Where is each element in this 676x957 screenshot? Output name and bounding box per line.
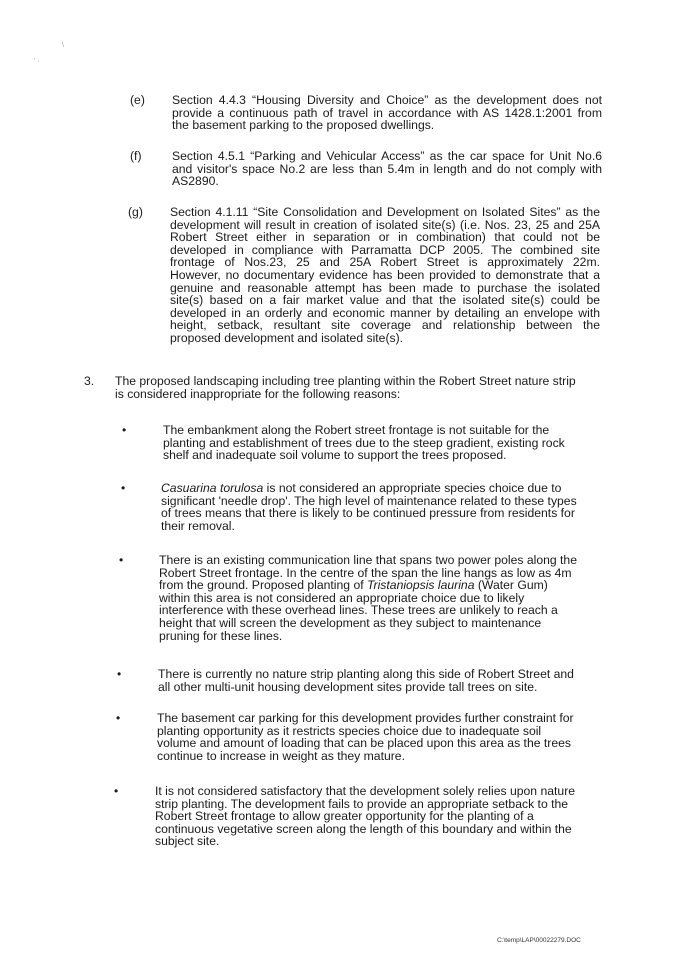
file-path-footer: C:\temp\LAP\00022279.DOC <box>497 937 581 944</box>
bullet-text: The basement car parking for this development provides further constraint for planting opportunity as it restricts species choice due to inadequate soil volume and amount of loading that can be placed upon this area as the trees continue to increase in weight as they mature. <box>157 711 574 763</box>
scan-mark: \ <box>62 42 64 49</box>
point-number: 3. <box>84 374 95 388</box>
item-label: (e) <box>130 93 145 107</box>
item-label: (g) <box>128 205 143 219</box>
item-label: (f) <box>130 149 142 163</box>
bullet-text: There is currently no nature strip planting along this side of Robert Street and all other multi-unit housing development sites provide tall trees on site. <box>158 667 574 694</box>
bullet-symbol: • <box>117 667 122 681</box>
bullet-text: The embankment along the Robert street frontage is not suitable for the planting and establishment of trees due to the steep gradient, existing rock shelf and inadequate soil volume to support the trees proposed. <box>163 423 565 463</box>
bullet-symbol: • <box>114 784 119 798</box>
bullet-symbol: • <box>119 553 124 567</box>
bullet-symbol: • <box>121 481 126 495</box>
point-text: The proposed landscaping including tree planting within the Robert Street nature strip is considered inappropriate for the following reasons: <box>115 374 576 401</box>
bullet-text: Casuarina torulosa is not considered an appropriate species choice due to significant 'needle drop'. The high level of maintenance related to these types of trees means that there is likely to be continued pressure from residents for their removal. <box>161 481 577 533</box>
bullet-symbol: • <box>116 711 121 725</box>
item-text: Section 4.5.1 “Parking and Vehicular Access” as the car space for Unit No.6 and visitor's space No.2 are less than 5.4m in length and do not comply with AS2890. <box>172 149 602 189</box>
item-text: Section 4.4.3 “Housing Diversity and Choice” as the development does not provide a continuous path of travel in accordance with AS 1428.1:2001 from the basement parking to the proposed dwellings. <box>172 93 602 133</box>
scan-mark: ' · <box>34 58 40 65</box>
bullet-text: There is an existing communication line that spans two power poles along the Robert Street frontage. In the centre of the span the line hangs as low as 4m from the ground. Proposed planting of Tristaniopsis laurina (Water Gum) within this area is not considered an appropriate choice due to likely interference with these overhead lines. These trees are unlikely to reach a height that will screen the development as they subject to maintenance pruning for these lines. <box>159 553 577 643</box>
bullet-text: It is not considered satisfactory that the development solely relies upon nature strip planting. The development fails to provide an appropriate setback to the Robert Street frontage to allow greater opportunity for the planting of a continuous vegetative screen along the length of this boundary and within the subject site. <box>155 784 576 849</box>
item-text: Section 4.1.11 “Site Consolidation and Development on Isolated Sites” as the development will result in creation of isolated site(s) (i.e. Nos. 23, 25 and 25A Robert Street either in separation or in combination) that could not be developed in compliance with Parramatta DCP 2005. The combined site frontage of Nos.23, 25 and 25A Robert Street is approximately 22m. However, no documentary evidence has been provided to demonstrate that a genuine and reasonable attempt has been made to purchase the isolated site(s) based on a fair market value and that the isolated site(s) could be developed in an orderly and economic manner by detailing an envelope with height, setback, resultant site coverage and relationship between the proposed development and isolated site(s). <box>170 205 600 345</box>
bullet-symbol: • <box>122 423 127 437</box>
